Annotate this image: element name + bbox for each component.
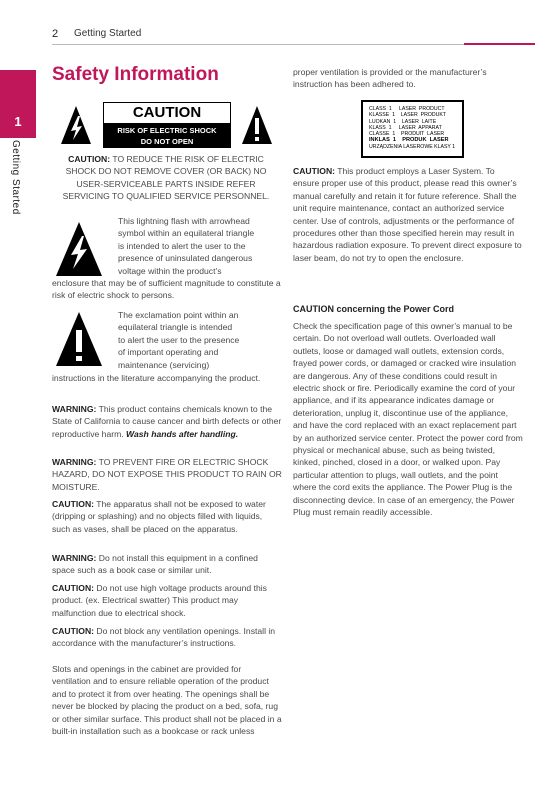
warning-lead: WARNING:: [52, 404, 97, 414]
caution-text: Do not use high voltage products around this product. (ex. Electrical swatter) This product may malfunction due to electrical shock.: [52, 583, 267, 618]
caution-main-paragraph: [52, 153, 280, 203]
warning-text: Do not install this equipment in a confined space such as a book case or similar unit.: [52, 553, 258, 576]
caution-water: [52, 498, 282, 535]
caution-label-line1: RISK OF ELECTRIC SHOCK: [117, 126, 217, 135]
caution-lead: CAUTION:: [52, 583, 95, 593]
caution-lead: CAUTION:: [52, 626, 95, 636]
exclamation-line: to alert the user to the presence: [118, 334, 240, 345]
laser-label-line: CLASS 1 LASER PRODUCT: [369, 106, 445, 112]
warning-confined-space: [52, 552, 282, 577]
lightning-line: is intended to alert the user to the: [118, 240, 246, 251]
warning-fire: [52, 456, 282, 493]
page-number: 2: [52, 28, 59, 40]
exclamation-line: equilateral triangle is intended: [118, 322, 233, 333]
caution-lead: CAUTION:: [68, 154, 111, 164]
caution-text: Do not block any ventilation openings. Install in accordance with the manufacturer’s instructions.: [52, 626, 276, 649]
slots-paragraph: Slots and openings in the cabinet are provided for ventilation and to ensure reliable operation of the product and to protect it from over heating. The openings shall be never be blocked by placing the product on a bed, sofa, rug or other similar surface. This product shall not be placed in a built-in installation such as a bookcase or rack unless: [52, 664, 282, 737]
power-cord-heading: CAUTION concerning the Power Cord: [293, 304, 455, 314]
caution-label-title: CAUTION: [103, 102, 231, 124]
exclamation-description: [118, 309, 283, 371]
caution-high-voltage: [52, 582, 282, 619]
lightning-description-tail: enclosure that may be of sufficient magnitude to constitute a risk of electric shock to persons.: [52, 278, 281, 301]
lightning-line: voltage within the product’s: [118, 265, 222, 276]
exclamation-triangle-icon: [54, 310, 104, 368]
laser-label-line: KLASS 1 LASER APPARAT: [369, 124, 442, 131]
laser-label-line: URZĄDZENIA LASEROWE KLASY 1: [369, 143, 456, 150]
warning-text: This product contains chemicals known to the State of California to cause cancer and birth defects or other reproductive harm.: [52, 404, 282, 439]
lightning-line: symbol within an equilateral triangle: [118, 228, 255, 239]
caution-label: [59, 102, 274, 148]
caution-ventilation: [52, 625, 282, 650]
chapter-number: 1: [14, 114, 22, 129]
laser-label-line: LUOKAN 1 LASER LAITE: [369, 118, 437, 125]
header-divider: [52, 44, 535, 45]
laser-label-line: CLASSE 1 PRODUIT LASER: [369, 131, 445, 138]
warning-lead: WARNING:: [52, 553, 97, 563]
warning-text: TO PREVENT FIRE OR ELECTRIC SHOCK HAZARD, DO NOT EXPOSE THIS PRODUCT TO RAIN OR MOISTURE.: [52, 457, 282, 492]
warning-california: [52, 403, 282, 440]
laser-label-line: KLASSE 1 LASER PRODUKT: [369, 112, 446, 119]
laser-caution-paragraph: [293, 165, 523, 264]
exclamation-line: of important operating and: [118, 347, 219, 358]
lightning-warning-icon: [59, 104, 93, 146]
laser-class-label: [361, 100, 464, 158]
lightning-triangle-icon: [54, 220, 104, 278]
exclamation-line: The exclamation point within an: [118, 310, 239, 320]
caution-center-block: [103, 102, 231, 148]
exclamation-description-tail: instructions in the literature accompanying the product.: [52, 373, 261, 383]
caution-text: The apparatus shall not be exposed to water (dripping or splashing) and no objects filled with liquids, such as vases, shall be placed on the apparatus.: [52, 499, 266, 534]
caution-label-line2: DO NOT OPEN: [140, 137, 194, 146]
caution-label-subtitle: [103, 124, 231, 148]
caution-lead: CAUTION:: [52, 499, 95, 509]
exclamation-warning-icon: [240, 104, 274, 146]
section-title: Getting Started: [74, 28, 142, 39]
exclamation-line: maintenance (servicing): [118, 359, 210, 370]
caution-lead: CAUTION:: [293, 166, 336, 176]
lightning-line: presence of uninsulated dangerous: [118, 253, 253, 264]
power-cord-paragraph: Check the specification page of this owner’s manual to be certain. Do not overload wall outlets. Overloaded wall outlets, loose or damaged wall outlets, extension cords, frayed power cords, or damaged or cracked wire insulation are dangerous. Any of these conditions could result in electric shock or fire. Periodically examine the cord of your appliance, and if its appearance indicates damage or deterioration, unplug it, discontinue use of the appliance, and have the cord replaced with an exact replacement part by an authorized service center. Protect the power cord from physical or mechanical abuse, such as being twisted, kinked, pinched, closed in a door, or walked upon. Pay particular attention to plugs, wall outlets, and the point where the cord exits the appliance. The Power Plug is the disconnecting device. In case of an emergency, the Power Plug must remain readily accessible.: [293, 321, 523, 518]
lightning-line: This lightning flash with arrowhead: [118, 216, 250, 226]
caution-main-text: TO REDUCE THE RISK OF ELECTRIC SHOCK DO NOT REMOVE COVER (OR BACK) NO USER-SERVICEABLE PARTS INSIDE REFER SERVICING TO QUALIFIED SERVICE PERSONNEL.: [62, 154, 270, 202]
page-title: Safety Information: [52, 64, 219, 85]
chapter-side-label: Getting Started: [10, 140, 21, 215]
caution-text: This product employs a Laser System. To ensure proper use of this product, please read this owner’s manual carefully and retain it for future reference. Shall the unit require maintenance, contact an authorized service center. Use of controls, adjustments or the performance of procedures other than those specified herein may result in hazardous radiation exposure. To prevent direct exposure to laser beam, do not try to open the enclosure.: [293, 166, 522, 263]
warning-lead: WARNING:: [52, 457, 97, 467]
warning-emphasis: Wash hands after handling.: [126, 428, 239, 439]
ventilation-continuation: proper ventilation is provided or the manufacturer’s instruction has been adhered to.: [293, 67, 487, 90]
header-accent-line: [464, 43, 535, 45]
laser-label-line: INKLAS 1 PRODUK LASER: [369, 137, 449, 144]
lightning-description: [118, 215, 283, 277]
